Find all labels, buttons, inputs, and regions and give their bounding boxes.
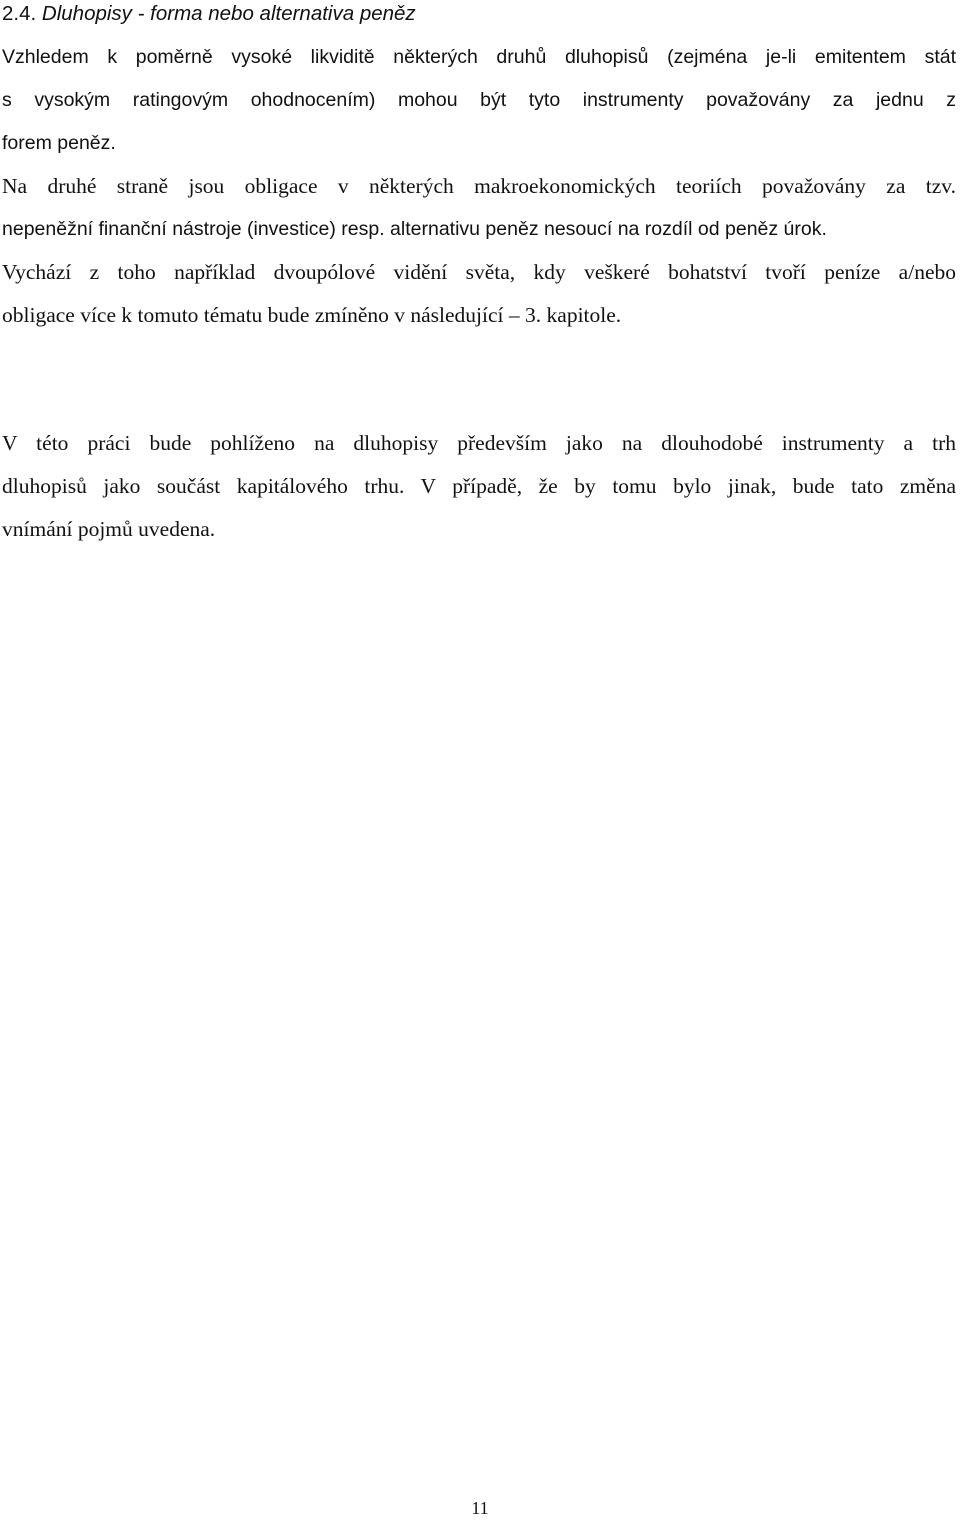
paragraph-line: nepeněžní finanční nástroje (investice) resp. alternativu peněz nesoucí na rozdíl od peněz úrok. xyxy=(2,218,827,240)
paragraph-line: Na druhé straně jsou obligace v některých makroekonomických teoriích považovány za tzv. xyxy=(2,174,956,198)
page-number: 11 xyxy=(471,1498,489,1518)
paragraph-line: forem peněz. xyxy=(2,132,116,154)
paragraph-line: vnímání pojmů uvedena. xyxy=(2,517,216,541)
paragraph-line: s vysokým ratingovým ohodnocením) mohou být tyto instrumenty považovány za jednu z xyxy=(2,89,956,111)
paragraph-line: Vychází z toho například dvoupólové vidění světa, kdy veškeré bohatství tvoří peníze a/nebo xyxy=(2,260,956,284)
paragraph-line: Vzhledem k poměrně vysoké likviditě některých druhů dluhopisů (zejména je-li emitentem stát xyxy=(2,46,956,68)
paragraph-line: V této práci bude pohlíženo na dluhopisy především jako na dlouhodobé instrumenty a trh xyxy=(2,431,956,455)
section-number: 2.4. xyxy=(2,2,37,25)
paragraph-line: dluhopisů jako součást kapitálového trhu. V případě, že by tomu bylo jinak, bude tato změna xyxy=(2,474,956,498)
paragraph-line: obligace více k tomuto tématu bude zmíněno v následující – 3. kapitole. xyxy=(2,303,622,327)
section-heading xyxy=(2,0,416,28)
section-title: Dluhopisy - forma nebo alternativa peněz xyxy=(41,2,416,25)
